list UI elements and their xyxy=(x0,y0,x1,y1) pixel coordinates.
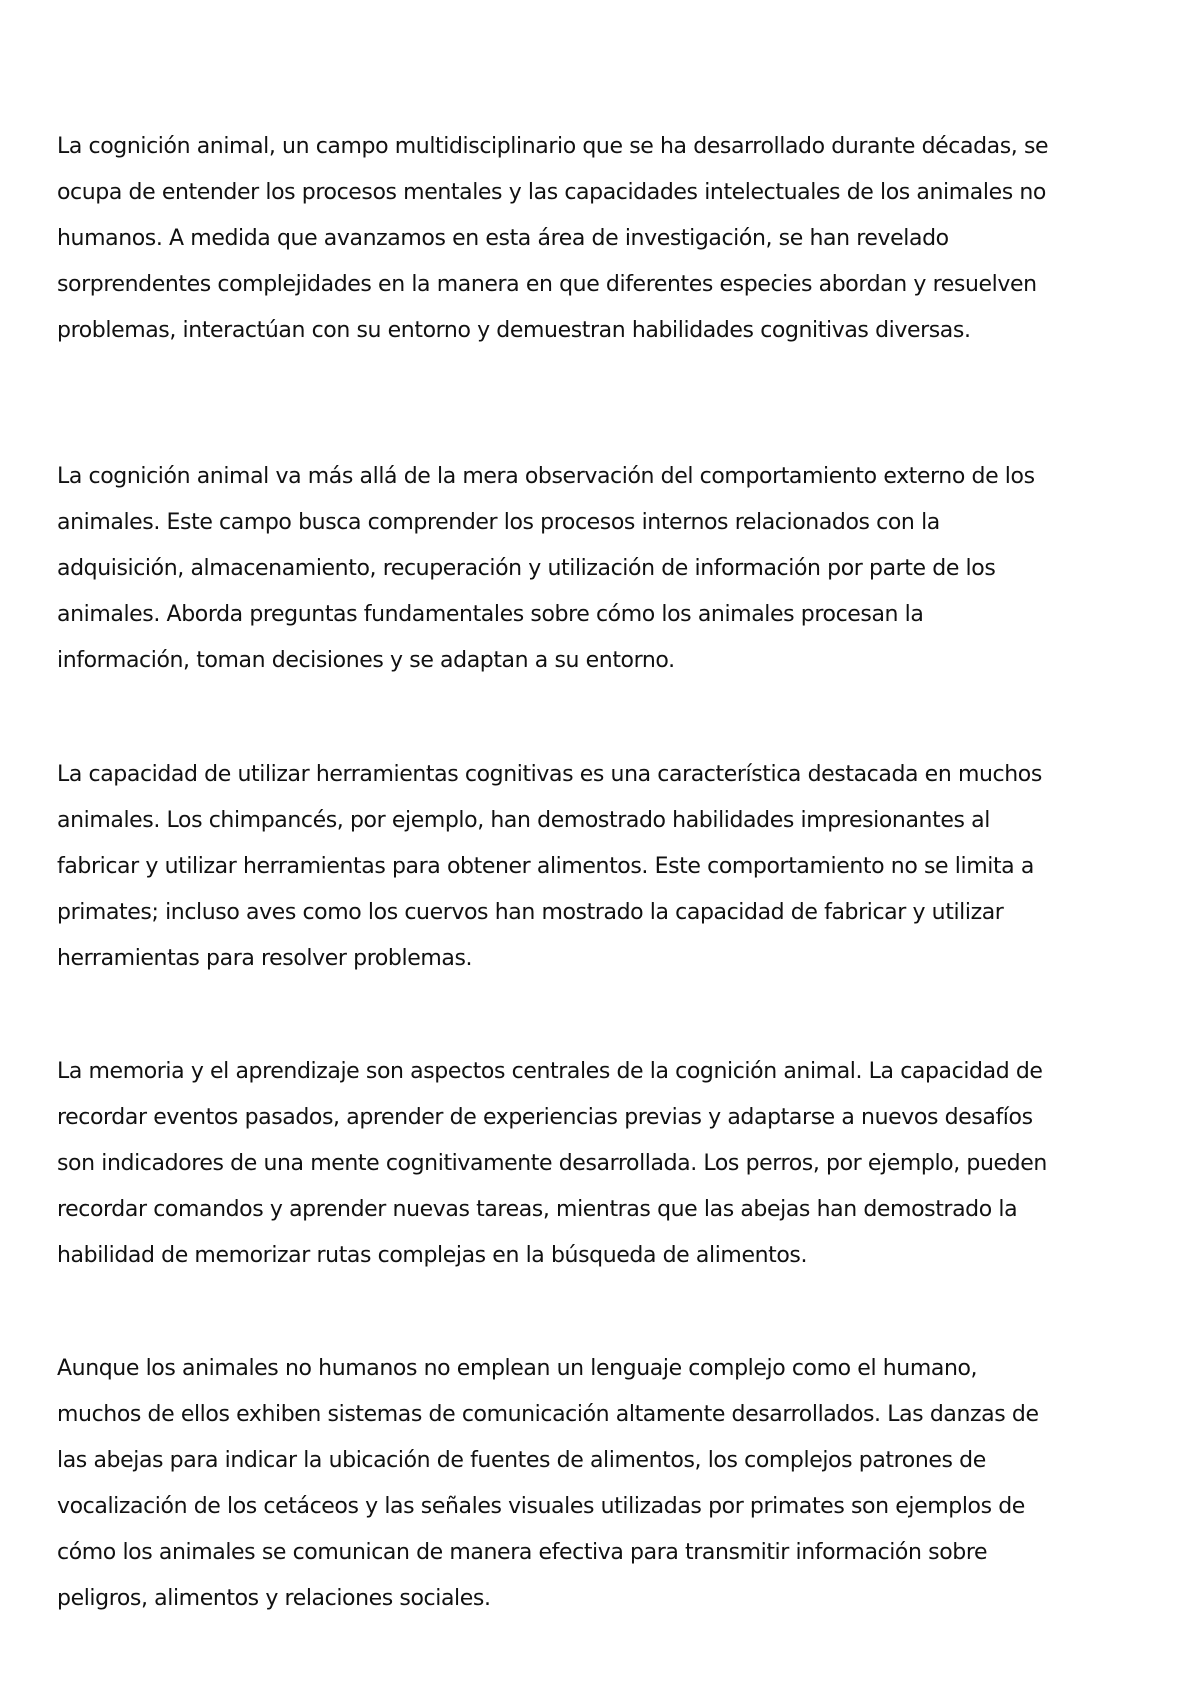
paragraph-4 xyxy=(57,1049,1047,1279)
paragraph-line: sorprendentes complejidades en la manera en que diferentes especies abordan y resuelven xyxy=(57,272,1037,297)
paragraph-5 xyxy=(57,1346,1039,1622)
paragraph-line: La cognición animal va más allá de la mera observación del comportamiento externo de los xyxy=(57,464,1035,489)
paragraph-line: peligros, alimentos y relaciones sociales. xyxy=(57,1586,491,1611)
paragraph-line: información, toman decisiones y se adaptan a su entorno. xyxy=(57,648,675,673)
paragraph-line: recordar eventos pasados, aprender de experiencias previas y adaptarse a nuevos desafíos xyxy=(57,1105,1033,1130)
paragraph-line: primates; incluso aves como los cuervos han mostrado la capacidad de fabricar y utilizar xyxy=(57,900,1004,925)
paragraph-line: las abejas para indicar la ubicación de fuentes de alimentos, los complejos patrones de xyxy=(57,1448,986,1473)
paragraph-1 xyxy=(57,124,1048,354)
paragraph-line: muchos de ellos exhiben sistemas de comunicación altamente desarrollados. Las danzas de xyxy=(57,1402,1039,1427)
paragraph-line: animales. Los chimpancés, por ejemplo, han demostrado habilidades impresionantes al xyxy=(57,808,990,833)
paragraph-line: problemas, interactúan con su entorno y demuestran habilidades cognitivas diversas. xyxy=(57,318,971,343)
paragraph-line: recordar comandos y aprender nuevas tareas, mientras que las abejas han demostrado la xyxy=(57,1197,1018,1222)
paragraph-line: La cognición animal, un campo multidisciplinario que se ha desarrollado durante décadas, se xyxy=(57,134,1049,159)
paragraph-line: La capacidad de utilizar herramientas cognitivas es una característica destacada en muchos xyxy=(57,762,1042,787)
paragraph-line: adquisición, almacenamiento, recuperación y utilización de información por parte de los xyxy=(57,556,996,581)
paragraph-3 xyxy=(57,752,1042,982)
paragraph-line: son indicadores de una mente cognitivamente desarrollada. Los perros, por ejemplo, pueden xyxy=(57,1151,1047,1176)
paragraph-line: habilidad de memorizar rutas complejas en la búsqueda de alimentos. xyxy=(57,1243,808,1268)
paragraph-line: Aunque los animales no humanos no emplean un lenguaje complejo como el humano, xyxy=(57,1356,978,1381)
paragraph-line: vocalización de los cetáceos y las señales visuales utilizadas por primates son ejemplos de xyxy=(57,1494,1025,1519)
paragraph-line: La memoria y el aprendizaje son aspectos centrales de la cognición animal. La capacidad de xyxy=(57,1059,1043,1084)
paragraph-line: humanos. A medida que avanzamos en esta área de investigación, se han revelado xyxy=(57,226,949,251)
paragraph-line: fabricar y utilizar herramientas para obtener alimentos. Este comportamiento no se limita a xyxy=(57,854,1034,879)
paragraph-line: animales. Este campo busca comprender los procesos internos relacionados con la xyxy=(57,510,940,535)
paragraph-line: ocupa de entender los procesos mentales y las capacidades intelectuales de los animales no xyxy=(57,180,1046,205)
paragraph-2 xyxy=(57,454,1035,684)
paragraph-line: cómo los animales se comunican de manera efectiva para transmitir información sobre xyxy=(57,1540,988,1565)
paragraph-line: animales. Aborda preguntas fundamentales sobre cómo los animales procesan la xyxy=(57,602,924,627)
paragraph-line: herramientas para resolver problemas. xyxy=(57,946,473,971)
